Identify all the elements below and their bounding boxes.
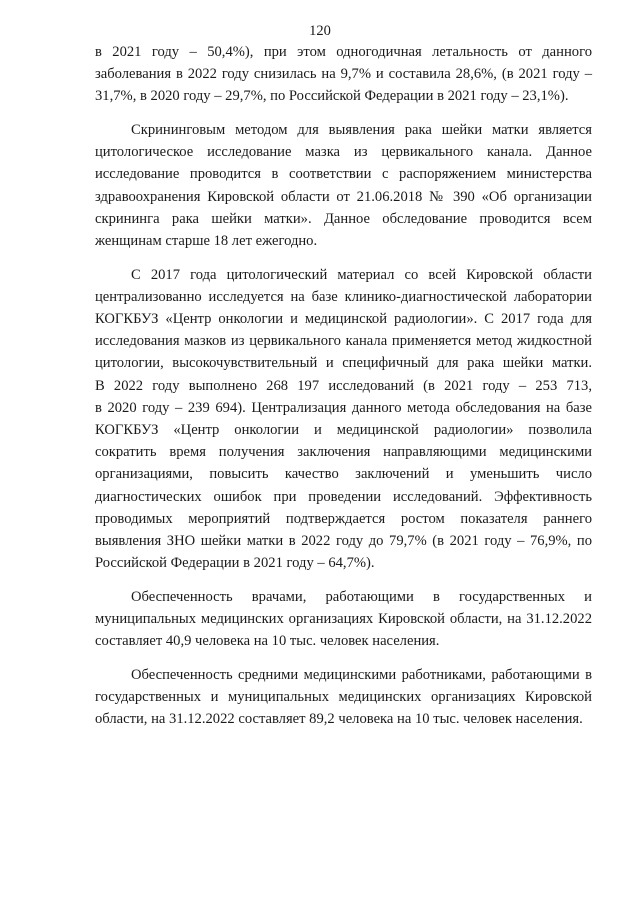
text-line: цитологическое исследование мазка из цервикального канала. Данное — [95, 144, 592, 161]
text-line: в 2020 году – 239 694). Централизация данного метода обследования на базе — [95, 399, 592, 416]
text-line: исследование проводится в соответствии с распоряжением министерства — [95, 166, 592, 183]
text-line: заболевания в 2022 году снизилась на 9,7% и составила 28,6%, (в 2021 году – — [95, 66, 592, 83]
text-line: скрининга рака шейки матки». Данное обследование проводится всем — [95, 210, 592, 227]
text-line: здравоохранения Кировской области от 21.06.2018 № 390 «Об организации — [95, 188, 592, 205]
text-line: женщинам старше 18 лет ежегодно. — [95, 233, 318, 250]
text-line: централизованно исследуется на базе клинико-диагностической лаборатории — [95, 288, 592, 305]
text-line: С 2017 года цитологический материал со всей Кировской области — [131, 266, 592, 283]
text-line: КОГКБУЗ «Центр онкологии и медицинской радиологии» позволила — [95, 422, 592, 439]
text-line: Скрининговым методом для выявления рака шейки матки является — [131, 122, 592, 138]
page-number: 120 — [309, 23, 331, 39]
text-line: В 2022 году выполнено 268 197 исследований (в 2021 году – 253 713, — [95, 377, 592, 394]
text-line: Российской Федерации в 2021 году – 64,7%). — [95, 555, 375, 572]
paragraph-4 — [95, 586, 592, 653]
text-line: исследования мазков из цервикального канала применяется метод жидкостной — [95, 333, 592, 350]
text-line: области, на 31.12.2022 составляет 89,2 человека на 10 тыс. человек населения. — [95, 711, 583, 728]
text-line: государственных и муниципальных медицинских организациях Кировской — [95, 689, 592, 706]
text-line: сократить время получения заключения направляющими медицинскими — [95, 444, 592, 461]
text-line: организациями, повысить качество заключений и уменьшить число — [95, 466, 592, 483]
text-line: 31,7%, в 2020 году – 29,7%, по Российской Федерации в 2021 году – 23,1%). — [95, 88, 569, 105]
paragraph-5 — [95, 664, 592, 731]
paragraph-1 — [95, 41, 592, 108]
text-line: муниципальных медицинских организациях Кировской области, на 31.12.2022 — [95, 611, 592, 628]
text-line: проводимых мероприятий подтверждается ростом показателя раннего — [95, 510, 592, 527]
paragraph-3 — [95, 264, 592, 575]
text-line: диагностических ошибок при проведении исследований. Эффективность — [95, 488, 592, 505]
document-body — [95, 41, 592, 742]
text-line: цитологии, высокочувствительный и специфичный для рака шейки матки. — [95, 355, 592, 372]
text-line: составляет 40,9 человека на 10 тыс. человек населения. — [95, 633, 440, 650]
text-line: КОГКБУЗ «Центр онкологии и медицинской радиологии». С 2017 года для — [95, 311, 592, 328]
text-line: Обеспеченность средними медицинскими работниками, работающими в — [131, 666, 592, 683]
text-line: выявления ЗНО шейки матки в 2022 году до 79,7% (в 2021 году – 76,9%, по — [95, 533, 592, 550]
paragraph-2 — [95, 119, 592, 252]
text-line: Обеспеченность врачами, работающими в государственных и — [131, 588, 592, 605]
text-line: в 2021 году – 50,4%), при этом одногодичная летальность от данного — [95, 44, 592, 60]
